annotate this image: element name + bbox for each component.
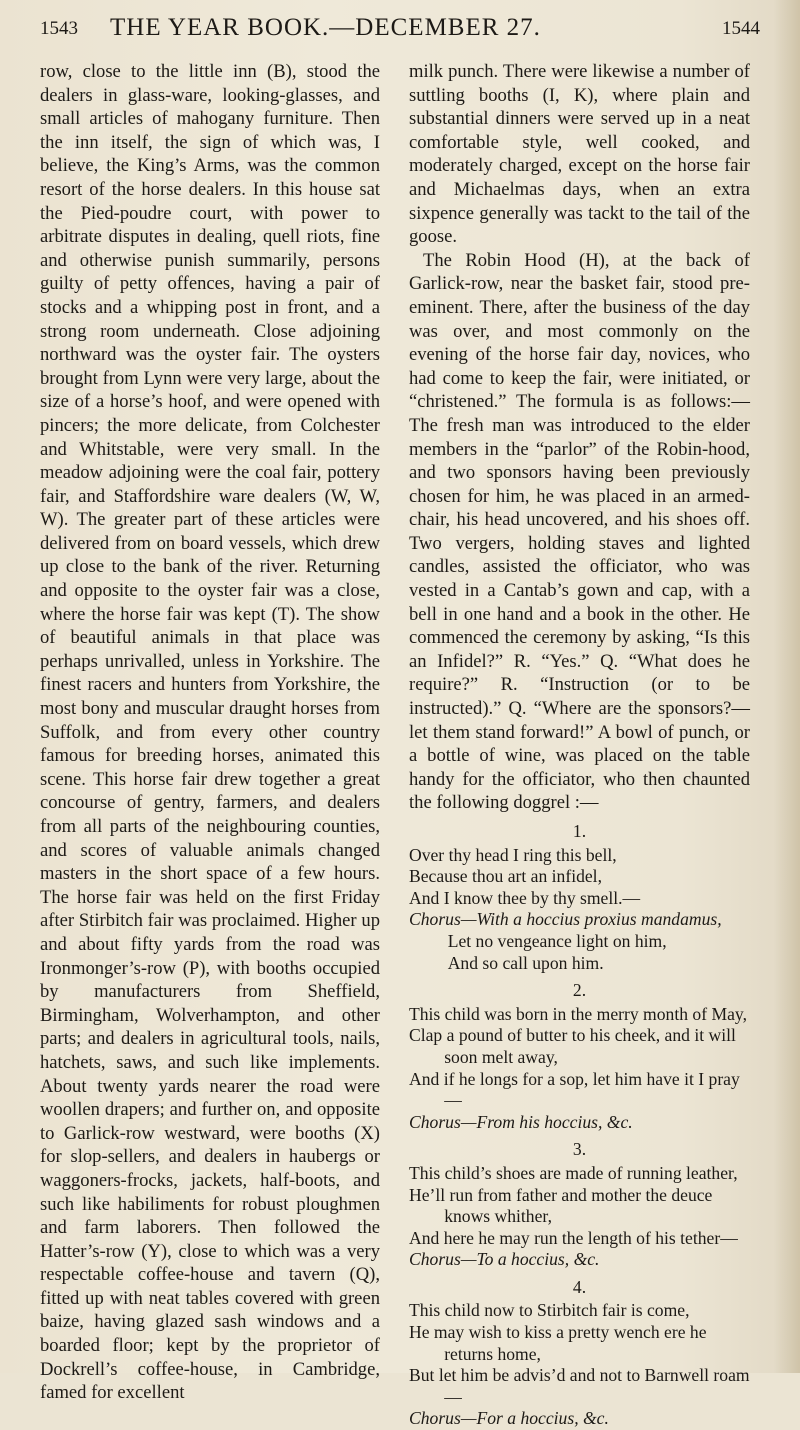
verse-line: This child’s shoes are made of running leather, [409,1162,738,1183]
page-edge-shadow [774,0,800,1373]
verse-line: Clap a pound of butter to his cheek, and it will soon melt away, [409,1025,736,1067]
verse-line: And so call upon him. [447,952,604,973]
verse-chorus: Chorus—With a hoccius proxius mandamus, [409,909,722,930]
verse-line: And if he longs for a sop, let him have it I pray— [409,1068,740,1111]
verse-chorus: Chorus—From his hoccius, &c. [409,1111,633,1132]
verse-3 [409,1139,750,1271]
verse-4 [409,1277,750,1430]
verse-line: And I know thee by thy smell.— [409,887,641,908]
verse-line: This child was born in the merry month of May, [409,1003,747,1024]
right-column [409,60,750,1430]
verse-line: Over thy head I ring this bell, [409,844,617,865]
verse-line: This child now to Stirbitch fair is come, [409,1300,690,1321]
right-paragraph-2: The Robin Hood (H), at the back of Garlick-row, near the basket fair, stood pre-eminent. There, after the business of the day was over, and most commonly on the evening of the horse fair day, novices, who had come to keep the fair, were initiated, or “christened.” The formula is as follows:—The fresh man was introduced to the elder members in the “parlor” of the Robin-hood, and two sponsors having been previously chosen for him, he was placed in an armed-chair, his head uncovered, and his shoes off. Two vergers, holding staves and lighted candles, assisted the officiator, who was vested in a Cantab’s gown and cap, with a bell in one hand and a book in the other. He commenced the ceremony by asking, “Is this an Infidel?” R. “Yes.” Q. “What does he require?” R. “Instruction (or to be instructed).” Q. “Where are the sponsors?—let them stand forward!” A bowl of punch, or a bottle of wine, was placed on the table handy for the officiator, who then chaunted the following doggrel :— [409,249,750,814]
verse-line: And here he may run the length of his tether— [409,1227,738,1248]
verse-2 [409,980,750,1133]
verse-number: 2. [572,980,587,1001]
verse-number: 1. [572,821,587,841]
verse-line: He’ll run from father and mother the deuce knows whither, [409,1184,713,1227]
verse-line: But let him be advis’d and not to Barnwell roam— [409,1365,750,1407]
page-number-left: 1543 [40,18,78,39]
verse-chorus: Chorus—For a hoccius, &c. [409,1408,609,1429]
running-title: THE YEAR BOOK.—DECEMBER 27. [110,14,541,41]
verse-chorus: Chorus—To a hoccius, &c. [409,1249,600,1270]
verse-line: He may wish to kiss a pretty wench ere he returns home, [409,1322,707,1364]
left-column [40,60,380,1405]
verse-1 [409,821,750,974]
verse-number: 4. [572,1276,587,1297]
page-number-right: 1544 [722,18,760,39]
verse-number: 3. [572,1139,587,1160]
running-header [40,12,760,52]
right-paragraph-1: milk punch. There were likewise a number of suttling booths (I, K), where plain and substantial dinners were served up in a neat comfortable style, well cooked, and moderately charged, except on the horse fair and Michaelmas days, when an extra sixpence generally was tackt to the tail of the goose. [409,61,750,248]
verse-line: Let no vengeance light on him, [447,930,667,951]
verse-line: Because thou art an infidel, [409,866,602,887]
left-paragraph: row, close to the little inn (B), stood the dealers in glass-ware, looking-glasses, and small articles of mahogany furniture. Then the inn itself, the sign of which was, I believe, the King’s Arms, was the common resort of the horse dealers. In this house sat the Pied-poudre court, with power to arbitrate disputes in dealing, quell riots, fine and otherwise punish summarily, persons guilty of petty offences, having a pair of stocks and a whipping post in front, and a strong room underneath. Close adjoining northward was the oyster fair. The oysters brought from Lynn were very large, about the size of a horse’s hoof, and were opened with pincers; the more delicate, from Colchester and Whitstable, were very small. In the meadow adjoining were the coal fair, pottery fair, and Staffordshire ware dealers (W, W, W). The greater part of these articles were delivered from on board vessels, which drew up close to the bank of the river. Returning and opposite to the oyster fair was a close, where the horse fair was kept (T). The show of beautiful animals in that place was perhaps unrivalled, unless in Yorkshire. The finest racers and hunters from Yorkshire, the most bony and muscular draught horses from Suffolk, and from every other country famous for breeding horses, animated this scene. This horse fair drew together a great concourse of gentry, farmers, and dealers from all parts of the neighbouring counties, and scores of valuable animals changed masters in the short space of a few hours. The horse fair was held on the first Friday after Stirbitch fair was proclaimed. Higher up and about fifty yards from the road was Ironmonger’s-row (P), with booths occupied by manufacturers from Sheffield, Birmingham, Wolverhampton, and other parts; and dealers in agricultural tools, nails, hatchets, saws, and such like implements. About twenty yards nearer the road were woollen drapers; and further on, and opposite to Garlick-row westward, were booths (X) for slop-sellers, and dealers in haubergs or waggoners-frocks, jackets, half-boots, and such like habiliments for robust ploughmen and farm laborers. Then followed the Hatter’s-row (Y), close to which was a very respectable coffee-house and tavern (Q), fitted up with neat tables covered with green baize, having glazed sash windows and a boarded floor; kept by the proprietor of Dockrell’s coffee-house, in Cambridge, famed for excellent [40,61,380,1404]
